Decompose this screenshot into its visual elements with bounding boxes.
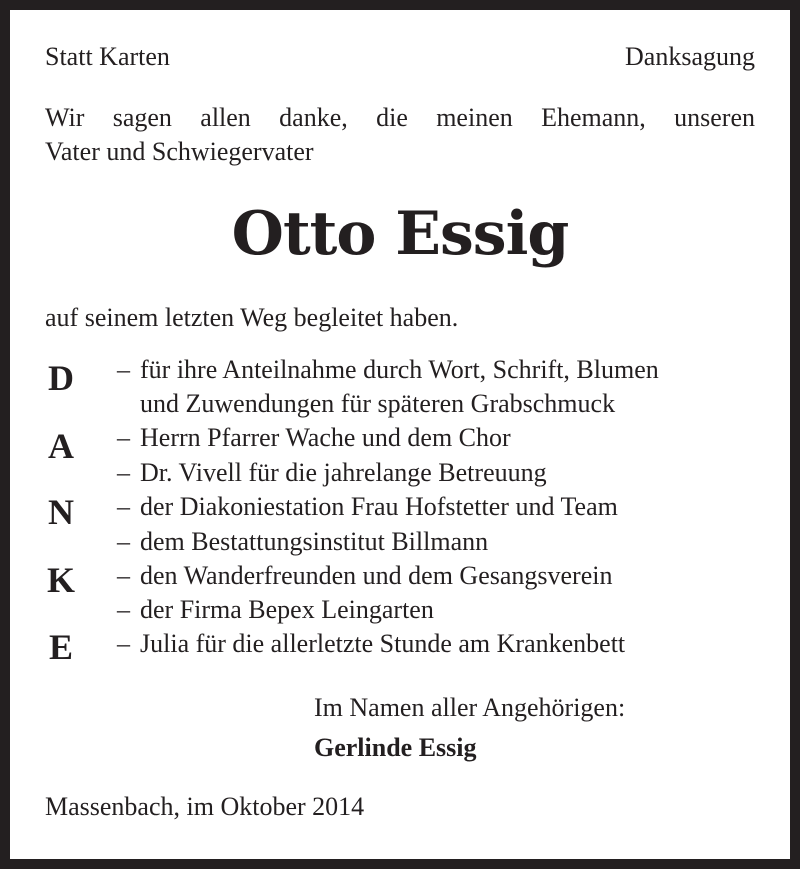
deceased-name: Otto Essig (231, 199, 569, 269)
thanks-item: dem Bestattungsinstitut Billmann (140, 527, 489, 556)
thanks-item: Dr. Vivell für die jahrelange Betreuung (140, 458, 547, 487)
danke-letter-d: D (48, 358, 74, 398)
dash: – (117, 595, 130, 624)
follow-text: auf seinem letzten Weg begleitet haben. (45, 303, 459, 332)
danke-letter-a: A (48, 426, 74, 466)
thanks-item: den Wanderfreunden und dem Gesangsverein (140, 561, 613, 590)
dash: – (117, 492, 130, 521)
signer-name: Gerlinde Essig (314, 733, 477, 762)
thanks-item: der Diakoniestation Frau Hofstetter und Team (140, 492, 618, 521)
dash: – (117, 629, 130, 658)
obituary-notice (10, 10, 790, 859)
thanks-item: der Firma Bepex Leingarten (140, 595, 434, 624)
dash: – (117, 561, 130, 590)
thanks-item: Herrn Pfarrer Wache und dem Chor (140, 423, 511, 452)
dash: – (117, 355, 130, 384)
danke-letter-k: K (46, 560, 75, 600)
intro-paragraph (45, 101, 755, 169)
header-danksagung: Danksagung (625, 42, 755, 71)
place-date: Massenbach, im Oktober 2014 (45, 792, 365, 821)
dash: – (117, 458, 130, 487)
danke-letter-n: N (48, 492, 74, 532)
dash: – (117, 423, 130, 452)
closing-line: Im Namen aller Angehörigen: (314, 693, 626, 722)
header-statt-karten: Statt Karten (45, 42, 170, 71)
intro-line-1: Wir sagen allen danke, die meinen Ehemann, unseren (45, 103, 755, 132)
thanks-item: für ihre Anteilnahme durch Wort, Schrift, Blumen (140, 355, 659, 384)
thanks-item: Julia für die allerletzte Stunde am Krankenbett (140, 629, 626, 658)
thanks-item-continued: und Zuwendungen für späteren Grabschmuck (140, 389, 616, 418)
dash: – (117, 527, 130, 556)
intro-line-2: Vater und Schwiegervater (45, 137, 314, 166)
danke-letter-e: E (48, 627, 73, 667)
